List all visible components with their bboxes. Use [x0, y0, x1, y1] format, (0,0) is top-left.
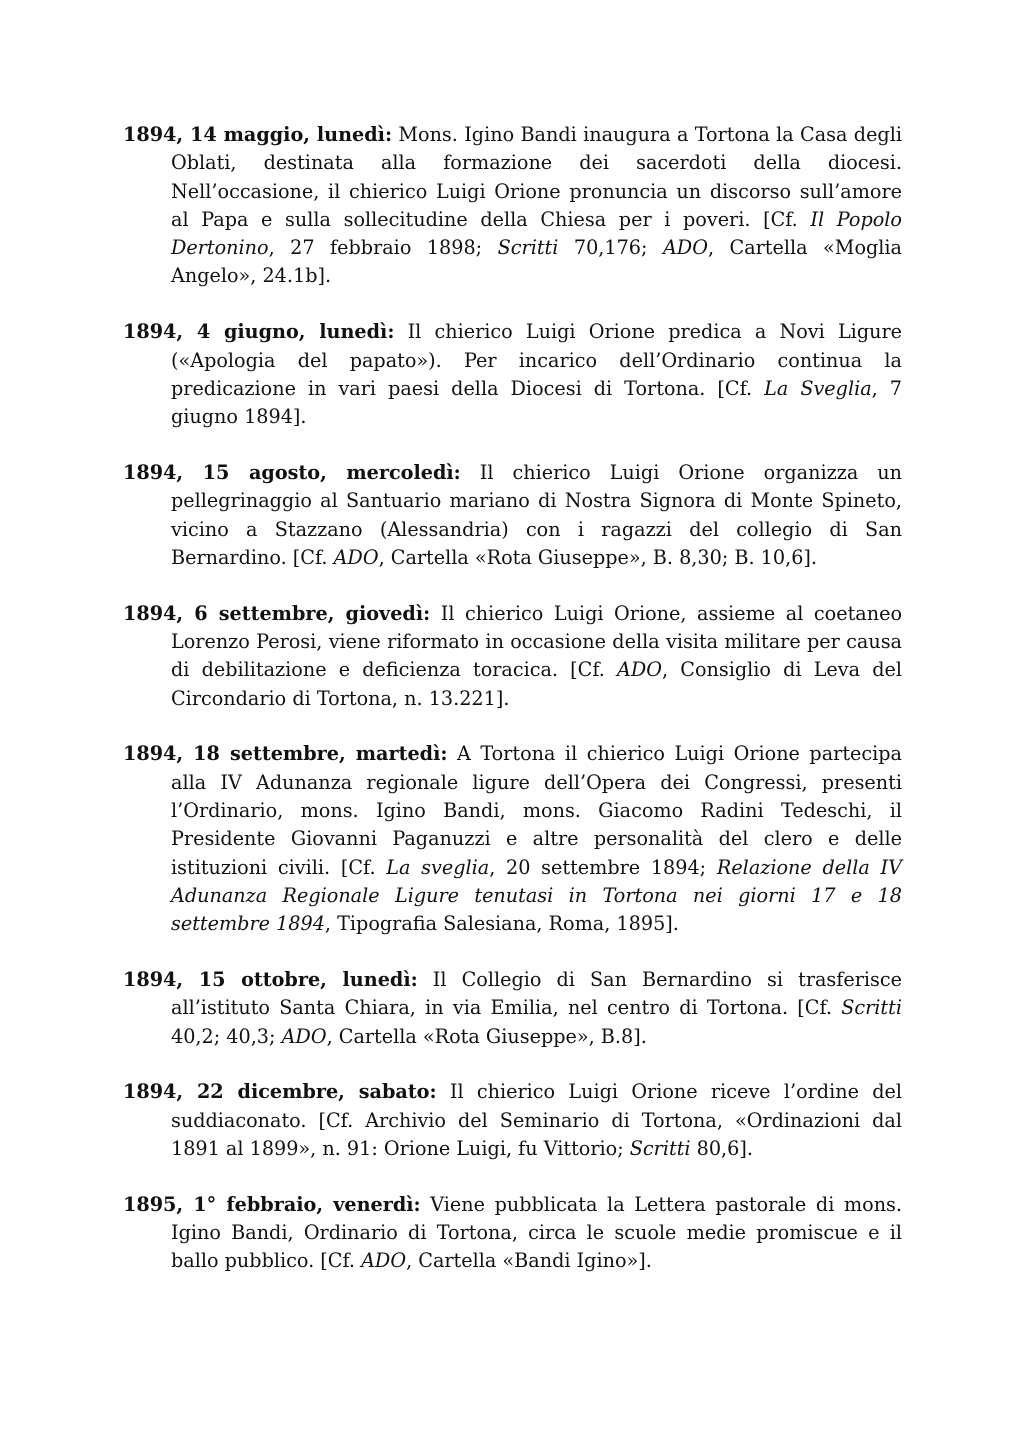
entry-text: 80,6].: [690, 1136, 753, 1160]
entry-citation-title: Scritti: [629, 1136, 691, 1160]
entry-date: 1894, 4 giugno, lunedì:: [123, 320, 395, 344]
entry-text: , 7 giugno 1894].: [171, 376, 902, 429]
entry-date: 1895, 1° febbraio, venerdì:: [123, 1192, 421, 1216]
entry-date: 1894, 14 maggio, lunedì:: [123, 123, 393, 146]
entry-text: , Cartella «Rota Giuseppe», B. 8,30; B. 10,6].: [378, 545, 817, 569]
entry-text: A Tortona il chierico Luigi Orione partecipa alla IV Adunanza regionale ligure dell’Opera dei Congressi, presenti l’Ordinario, mons. Igino Bandi, mons. Giacomo Radini Tedeschi, il Presidente Giovanni Paganuzzi e altre personalità del clero e delle istituzioni civili. [Cf.: [171, 742, 902, 879]
entry-date: 1894, 15 agosto, mercoledì:: [123, 460, 461, 484]
entry-text: , Cartella «Moglia Angelo», 24.1b].: [171, 236, 902, 288]
entry-text: 70,176;: [558, 236, 663, 260]
entry-text: Il Collegio di San Bernardino si trasferisce all’istituto Santa Chiara, in via Emilia, nel centro di Tortona. [Cf.: [171, 967, 902, 1020]
document-page: [123, 121, 902, 1276]
chronology-entry: [123, 318, 902, 431]
chronology-entry: [123, 1191, 902, 1276]
entry-citation-title: ADO: [361, 1249, 407, 1273]
entry-text: , Cartella «Rota Giuseppe», B.8].: [326, 1024, 647, 1048]
entry-text: , Consiglio di Leva del Circondario di Tortona, n. 13.221].: [171, 658, 903, 710]
entry-text: , 20 settembre 1894;: [489, 855, 717, 879]
entry-citation-title: Il Popolo Dertonino: [171, 207, 902, 260]
entry-text: Mons. Igino Bandi inaugura a Tortona la Casa degli Oblati, destinata alla formazione dei sacerdoti della diocesi. Nell’occasione, il chierico Luigi Orione pronuncia un discorso sull’amore al Papa e sulla sollecitudine della Chiesa per i poveri. [Cf.: [171, 123, 902, 231]
entry-citation-title: La Sveglia: [764, 376, 872, 400]
chronology-entry: [123, 1078, 902, 1163]
entry-citation-title: Relazione della IV Adunanza Regionale Ligure tenutasi in Tortona nei giorni 17 e 18 settembre 1894: [171, 855, 902, 936]
entry-date: 1894, 15 ottobre, lunedì:: [123, 967, 418, 991]
chronology-entry: [123, 740, 902, 938]
chronology-entry: [123, 121, 902, 291]
entry-text: Il chierico Luigi Orione predica a Novi Ligure («Apologia del papato»). Per incarico dell’Ordinario continua la predicazione in vari paesi della Diocesi di Tortona. [Cf.: [171, 320, 902, 400]
entry-text: , Cartella «Bandi Igino»].: [406, 1249, 652, 1273]
entry-text: 40,2; 40,3;: [171, 1024, 282, 1048]
entry-citation-title: ADO: [662, 236, 708, 260]
entry-date: 1894, 18 settembre, martedì:: [123, 742, 448, 766]
entry-date: 1894, 6 settembre, giovedì:: [123, 601, 431, 625]
entry-text: Viene pubblicata la Lettera pastorale di mons. Igino Bandi, Ordinario di Tortona, circa le scuole medie promiscue e il ballo pubblico. [Cf.: [171, 1192, 902, 1273]
chronology-entry: [123, 459, 902, 572]
entry-text: Il chierico Luigi Orione organizza un pellegrinaggio al Santuario mariano di Nostra Signora di Monte Spineto, vicino a Stazzano (Alessandria) con i ragazzi del collegio di San Bernardino. [Cf.: [171, 460, 902, 569]
entry-text: Il chierico Luigi Orione riceve l’ordine del suddiaconato. [Cf. Archivio del Seminario di Tortona, «Ordinazioni dal 1891 al 1899», n. 91: Orione Luigi, fu Vittorio;: [171, 1080, 902, 1160]
entry-citation-title: La sveglia: [386, 855, 490, 879]
entry-citation-title: ADO: [281, 1024, 327, 1048]
chronology-entry: [123, 966, 902, 1051]
entry-citation-title: ADO: [617, 658, 663, 682]
entry-citation-title: Scritti: [841, 996, 902, 1020]
entry-text: , 27 febbraio 1898;: [268, 236, 498, 260]
entry-citation-title: ADO: [333, 545, 379, 569]
entry-date: 1894, 22 dicembre, sabato:: [123, 1080, 437, 1104]
entry-citation-title: Scritti: [497, 236, 559, 260]
entry-text: Il chierico Luigi Orione, assieme al coetaneo Lorenzo Perosi, viene riformato in occasione della visita militare per causa di debilitazione e deficienza toracica. [Cf.: [171, 601, 902, 682]
chronology-entry: [123, 600, 902, 713]
entry-text: , Tipografia Salesiana, Roma, 1895].: [324, 912, 679, 936]
